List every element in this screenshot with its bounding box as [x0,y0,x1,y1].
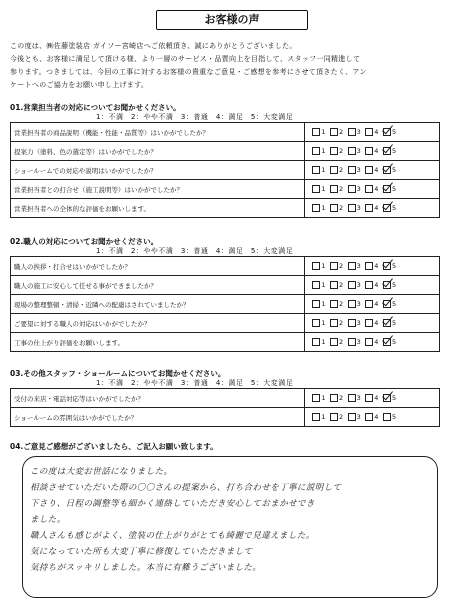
rating-number: 4 [374,394,379,402]
rating-checkbox[interactable] [330,281,338,289]
rating-number: 4 [374,281,379,289]
rating-checkbox[interactable] [383,338,391,346]
section-3-table [10,388,440,427]
rating-number: 4 [374,300,379,308]
rating-number: 4 [374,262,379,270]
rating-number: 2 [339,319,344,327]
question-row [11,295,440,314]
question-text: 工事の仕上がり評価をお願いします。 [11,333,305,352]
question-row [11,408,440,427]
rating-checkbox[interactable] [383,128,391,136]
rating-number: 1 [321,262,327,270]
rating-number: 5 [391,204,397,212]
rating-number: 5 [391,128,397,136]
rating-number: 2 [339,413,344,421]
page-title: お客様の声 [156,10,308,30]
rating-checkbox[interactable] [365,185,373,193]
rating-number: 5 [391,281,397,289]
question-text: 営業担当者への全体的な評価をお願いします。 [11,199,305,218]
rating-number: 1 [321,319,327,327]
rating-number: 2 [339,338,344,346]
rating-number: 3 [356,185,362,193]
rating-number: 5 [391,413,397,421]
rating-checkbox[interactable] [330,300,338,308]
rating-options [305,142,440,161]
rating-checkbox[interactable] [383,185,391,193]
rating-number: 2 [339,262,344,270]
rating-options [305,408,440,427]
rating-checkbox[interactable] [312,319,320,327]
rating-number: 5 [391,319,397,327]
rating-checkbox[interactable] [330,147,338,155]
rating-number: 1 [321,166,327,174]
rating-checkbox[interactable] [365,338,373,346]
rating-number: 1 [321,147,327,155]
rating-checkbox[interactable] [330,319,338,327]
rating-checkbox[interactable] [365,262,373,270]
rating-checkbox[interactable] [383,147,391,155]
rating-checkbox[interactable] [365,319,373,327]
question-text: ご要望に対する職人の対応はいかがでしたか？ [11,314,305,333]
rating-number: 5 [391,185,397,193]
rating-checkbox[interactable] [312,166,320,174]
rating-number: 2 [339,147,344,155]
rating-checkbox[interactable] [365,204,373,212]
rating-number: 5 [391,147,397,155]
rating-checkbox[interactable] [383,319,391,327]
rating-number: 1 [321,185,327,193]
rating-number: 3 [356,204,362,212]
rating-number: 2 [339,166,344,174]
rating-checkbox[interactable] [348,338,356,346]
rating-number: 3 [356,394,362,402]
intro-line: 今後とも、お客様に満足して頂ける様、より一層のサービス・品質向上を目指して、スタッフ一同精進して [10,55,361,63]
rating-checkbox[interactable] [348,185,356,193]
rating-scale: 1：不満 2：やや不満 3：普通 4：満足 5：大変満足 [96,113,294,121]
rating-number: 1 [321,300,327,308]
rating-number: 4 [374,185,379,193]
rating-checkbox[interactable] [330,204,338,212]
rating-options [305,276,440,295]
rating-checkbox[interactable] [383,262,391,270]
question-text: 営業担当者の商品説明（機能・性能・品質等）はいかがでしたか？ [11,123,305,142]
rating-number: 2 [339,300,344,308]
rating-options [305,314,440,333]
rating-number: 1 [321,394,327,402]
rating-scale: 1：不満 2：やや不満 3：普通 4：満足 5：大変満足 [96,247,294,255]
rating-checkbox[interactable] [383,281,391,289]
rating-checkbox[interactable] [312,300,320,308]
rating-number: 1 [321,338,327,346]
rating-number: 2 [339,204,344,212]
rating-options [305,161,440,180]
question-text: ショールームでの対応や説明はいかがでしたか？ [11,161,305,180]
rating-checkbox[interactable] [330,338,338,346]
rating-options [305,333,440,352]
rating-checkbox[interactable] [365,281,373,289]
rating-number: 4 [374,166,379,174]
rating-checkbox[interactable] [330,413,338,421]
question-row [11,180,440,199]
rating-checkbox[interactable] [312,147,320,155]
rating-checkbox[interactable] [383,394,391,402]
comment-heading: 04.ご意見ご感想がございましたら、ご記入お願い致します。 [10,442,218,451]
rating-checkbox[interactable] [330,185,338,193]
rating-checkbox[interactable] [383,300,391,308]
handwritten-comment: この度は大変お世話になりました。 相談させていただいた際の〇〇さんの提案から、打ち合わせを丁寧に説明して 下さり、日程の調整等も細かく連絡していただき安心しておまかせでき ました。 職人さんも感じがよく、塗装の仕上がりがとても綺麗で見違えました。 気になっていた所も大変丁寧に修復していただきまして 気持ちがスッキリしました。本当に有難うございました。 [30,467,342,573]
rating-number: 3 [356,319,362,327]
rating-checkbox[interactable] [312,338,320,346]
rating-checkbox[interactable] [365,394,373,402]
rating-number: 3 [356,300,362,308]
rating-number: 1 [321,204,327,212]
rating-number: 5 [391,262,397,270]
rating-number: 4 [374,319,379,327]
question-row [11,142,440,161]
rating-number: 4 [374,204,379,212]
intro-line: ケートへのご協力をお願い申し上げます。 [10,81,149,89]
section-3-heading: 03.その他スタッフ・ショールームについてお聞かせください。 [10,369,226,378]
rating-checkbox[interactable] [365,300,373,308]
question-row [11,161,440,180]
rating-number: 4 [374,128,379,136]
rating-checkbox[interactable] [365,147,373,155]
survey-page [6,4,444,596]
section-1-heading: 01.営業担当者の対応についてお聞かせください。 [10,103,181,112]
rating-number: 2 [339,394,344,402]
rating-number: 1 [321,128,327,136]
intro-line: この度は、㈱佐藤塗装店 ガイソー宮崎店へご依頼頂き、誠にありがとうございました。 [10,42,297,50]
rating-number: 5 [391,300,397,308]
rating-options [305,295,440,314]
section-2-heading: 02.職人の対応についてお聞かせください。 [10,237,159,246]
rating-checkbox[interactable] [312,204,320,212]
rating-checkbox[interactable] [312,394,320,402]
question-row [11,199,440,218]
rating-checkbox[interactable] [348,394,356,402]
rating-checkbox[interactable] [348,128,356,136]
rating-checkbox[interactable] [348,262,356,270]
rating-number: 3 [356,281,362,289]
rating-number: 5 [391,338,397,346]
rating-checkbox[interactable] [365,128,373,136]
rating-number: 3 [356,128,362,136]
section-2-table [10,256,440,352]
rating-checkbox[interactable] [312,128,320,136]
rating-checkbox[interactable] [330,128,338,136]
question-row [11,314,440,333]
rating-number: 3 [356,338,362,346]
rating-number: 3 [356,262,362,270]
rating-options [305,123,440,142]
rating-number: 3 [356,413,362,421]
question-text: 営業担当者との打合せ（施工説明等）はいかがでしたか？ [11,180,305,199]
rating-checkbox[interactable] [312,262,320,270]
question-text: 受付の来店・電話対応等はいかがでしたか？ [11,389,305,408]
rating-checkbox[interactable] [330,166,338,174]
rating-checkbox[interactable] [348,281,356,289]
rating-number: 1 [321,413,327,421]
rating-checkbox[interactable] [312,185,320,193]
rating-number: 4 [374,338,379,346]
rating-checkbox[interactable] [312,281,320,289]
rating-number: 3 [356,166,362,174]
rating-checkbox[interactable] [383,413,391,421]
rating-checkbox[interactable] [330,394,338,402]
question-row [11,389,440,408]
rating-number: 4 [374,413,379,421]
rating-number: 5 [391,166,397,174]
rating-number: 3 [356,147,362,155]
question-row [11,123,440,142]
rating-checkbox[interactable] [383,166,391,174]
intro-text [10,40,440,92]
rating-number: 4 [374,147,379,155]
rating-number: 2 [339,128,344,136]
rating-scale: 1：不満 2：やや不満 3：普通 4：満足 5：大変満足 [96,379,294,387]
rating-checkbox[interactable] [365,413,373,421]
rating-number: 1 [321,281,327,289]
rating-options [305,257,440,276]
question-text: ショールームの雰囲気はいかがでしたか？ [11,408,305,427]
rating-number: 2 [339,281,344,289]
rating-options [305,180,440,199]
rating-checkbox[interactable] [383,204,391,212]
rating-checkbox[interactable] [348,166,356,174]
question-text: 提案力（塗料、色の選定等）はいかがでしたか？ [11,142,305,161]
rating-options [305,389,440,408]
rating-checkbox[interactable] [312,413,320,421]
intro-line: 参ります。つきましては、今回の工事に対するお客様の貴重なご意見・ご感想を参考にさせて頂きたく、アン [10,68,367,76]
rating-checkbox[interactable] [348,413,356,421]
rating-options [305,199,440,218]
question-text: 職人の施工に安心して任せる事ができましたか？ [11,276,305,295]
rating-checkbox[interactable] [365,166,373,174]
rating-checkbox[interactable] [348,300,356,308]
question-row [11,333,440,352]
question-row [11,276,440,295]
rating-checkbox[interactable] [348,319,356,327]
rating-checkbox[interactable] [348,204,356,212]
section-1-table [10,122,440,218]
question-text: 現場の整理整頓・清掃・近隣への配慮はされていましたか？ [11,295,305,314]
rating-number: 2 [339,185,344,193]
rating-checkbox[interactable] [348,147,356,155]
question-row [11,257,440,276]
rating-number: 5 [391,394,397,402]
rating-checkbox[interactable] [330,262,338,270]
question-text: 職人の挨拶・打合せはいかがでしたか？ [11,257,305,276]
